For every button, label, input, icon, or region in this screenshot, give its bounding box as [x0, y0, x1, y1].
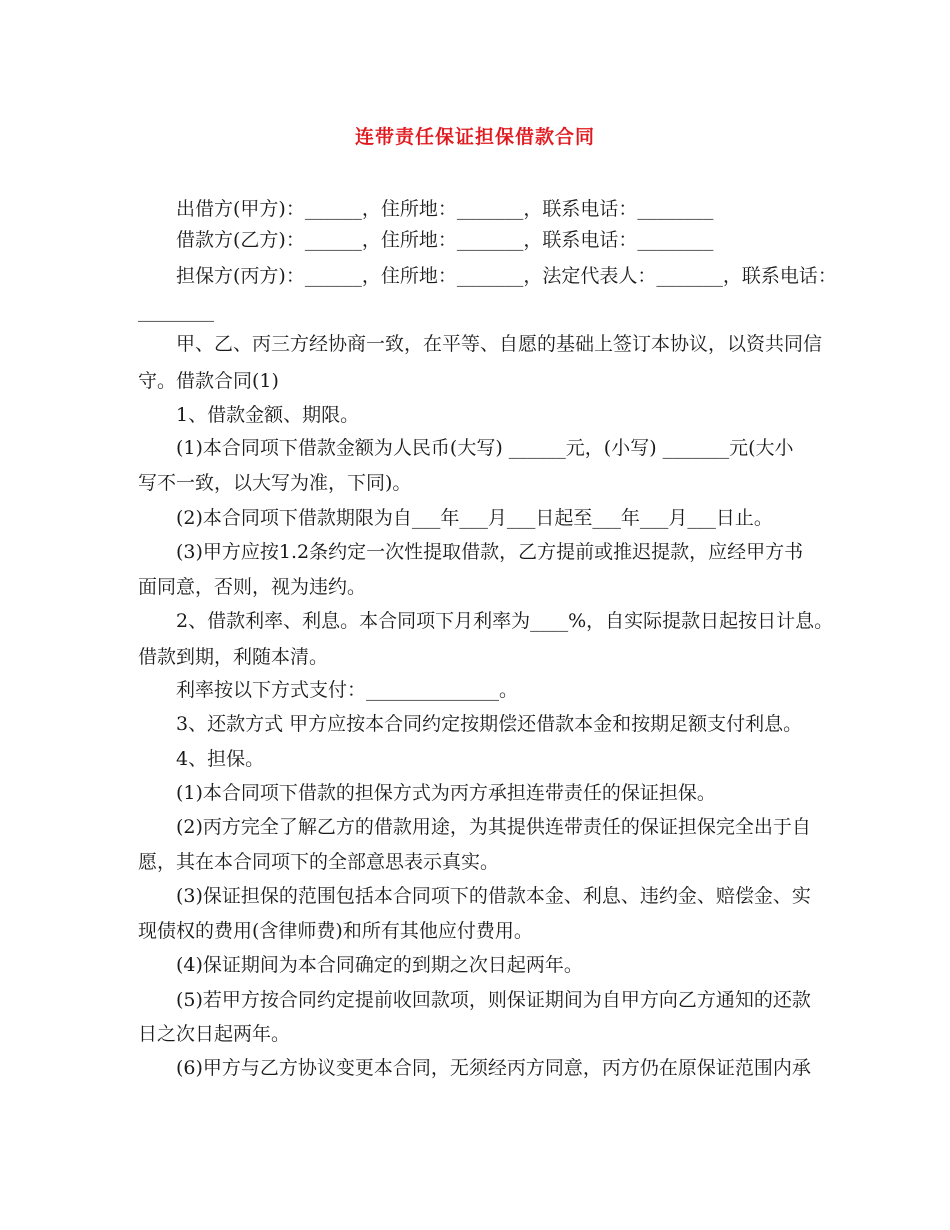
document-title: 连带责任保证担保借款合同 — [354, 126, 595, 148]
clause-4-5-line-2: 日之次日起两年。 — [138, 1023, 291, 1045]
preamble-line-2: 守。借款合同(1) — [138, 370, 279, 392]
clause-1-1-line-2: 写不一致，以大写为准，下同)。 — [138, 472, 412, 494]
clause-4-1-line: (1)本合同项下借款的担保方式为丙方承担连带责任的保证担保。 — [176, 782, 716, 804]
preamble-line-1: 甲、乙、丙三方经协商一致，在平等、自愿的基础上签订本协议，以资共同信 — [176, 333, 823, 355]
clause-4-3-line-2: 现债权的费用(含律师费)和所有其他应付费用。 — [138, 920, 533, 942]
clause-4-2-line-1: (2)丙方完全了解乙方的借款用途，为其提供连带责任的保证担保完全出于自 — [176, 816, 811, 838]
clause-4-2-line-2: 愿，其在本合同项下的全部意思表示真实。 — [138, 851, 500, 873]
clause-4-6-line-1: (6)甲方与乙方协议变更本合同，无须经丙方同意，丙方仍在原保证范围内承 — [176, 1057, 811, 1079]
clause-2-line-1: 2、借款利率、利息。本合同项下月利率为____%，自实际提款日起按日计息。 — [176, 610, 834, 632]
party-c-line: 担保方(丙方)：______，住所地：_______，法定代表人：_______，联系电话： — [176, 265, 837, 287]
clause-2-line-2: 借款到期，利随本清。 — [138, 646, 329, 668]
clause-1-1-line-1: (1)本合同项下借款金额为人民币(大写) ______元，(小写) _______元(大小 — [176, 437, 794, 459]
clause-4-5-line-1: (5)若甲方按合同约定提前收回款项，则保证期间为自甲方向乙方通知的还款 — [176, 989, 811, 1011]
clause-3-line: 3、还款方式 甲方应按本合同约定按期偿还借款本金和按期足额支付利息。 — [176, 713, 803, 735]
party-a-line: 出借方(甲方)：______，住所地：_______，联系电话：________ — [176, 198, 714, 220]
clause-1-2-line: (2)本合同项下借款期限为自___年___月___日起至___年___月___日止。 — [176, 507, 773, 529]
clause-4-4-line: (4)保证期间为本合同确定的到期之次日起两年。 — [176, 954, 583, 976]
clause-1-3-line-1: (3)甲方应按1.2条约定一次性提取借款，乙方提前或推迟提款，应经甲方书 — [176, 541, 804, 563]
clause-4-heading: 4、担保。 — [176, 748, 265, 770]
party-b-line: 借款方(乙方)：______，住所地：_______，联系电话：________ — [176, 229, 714, 251]
party-c-phone-line: ________ — [138, 300, 214, 322]
interest-payment-line: 利率按以下方式支付：______________。 — [176, 679, 519, 701]
clause-4-3-line-1: (3)保证担保的范围包括本合同项下的借款本金、利息、违约金、赔偿金、实 — [176, 885, 811, 907]
clause-1-heading: 1、借款金额、期限。 — [176, 404, 360, 426]
clause-1-3-line-2: 面同意，否则，视为违约。 — [138, 576, 367, 598]
